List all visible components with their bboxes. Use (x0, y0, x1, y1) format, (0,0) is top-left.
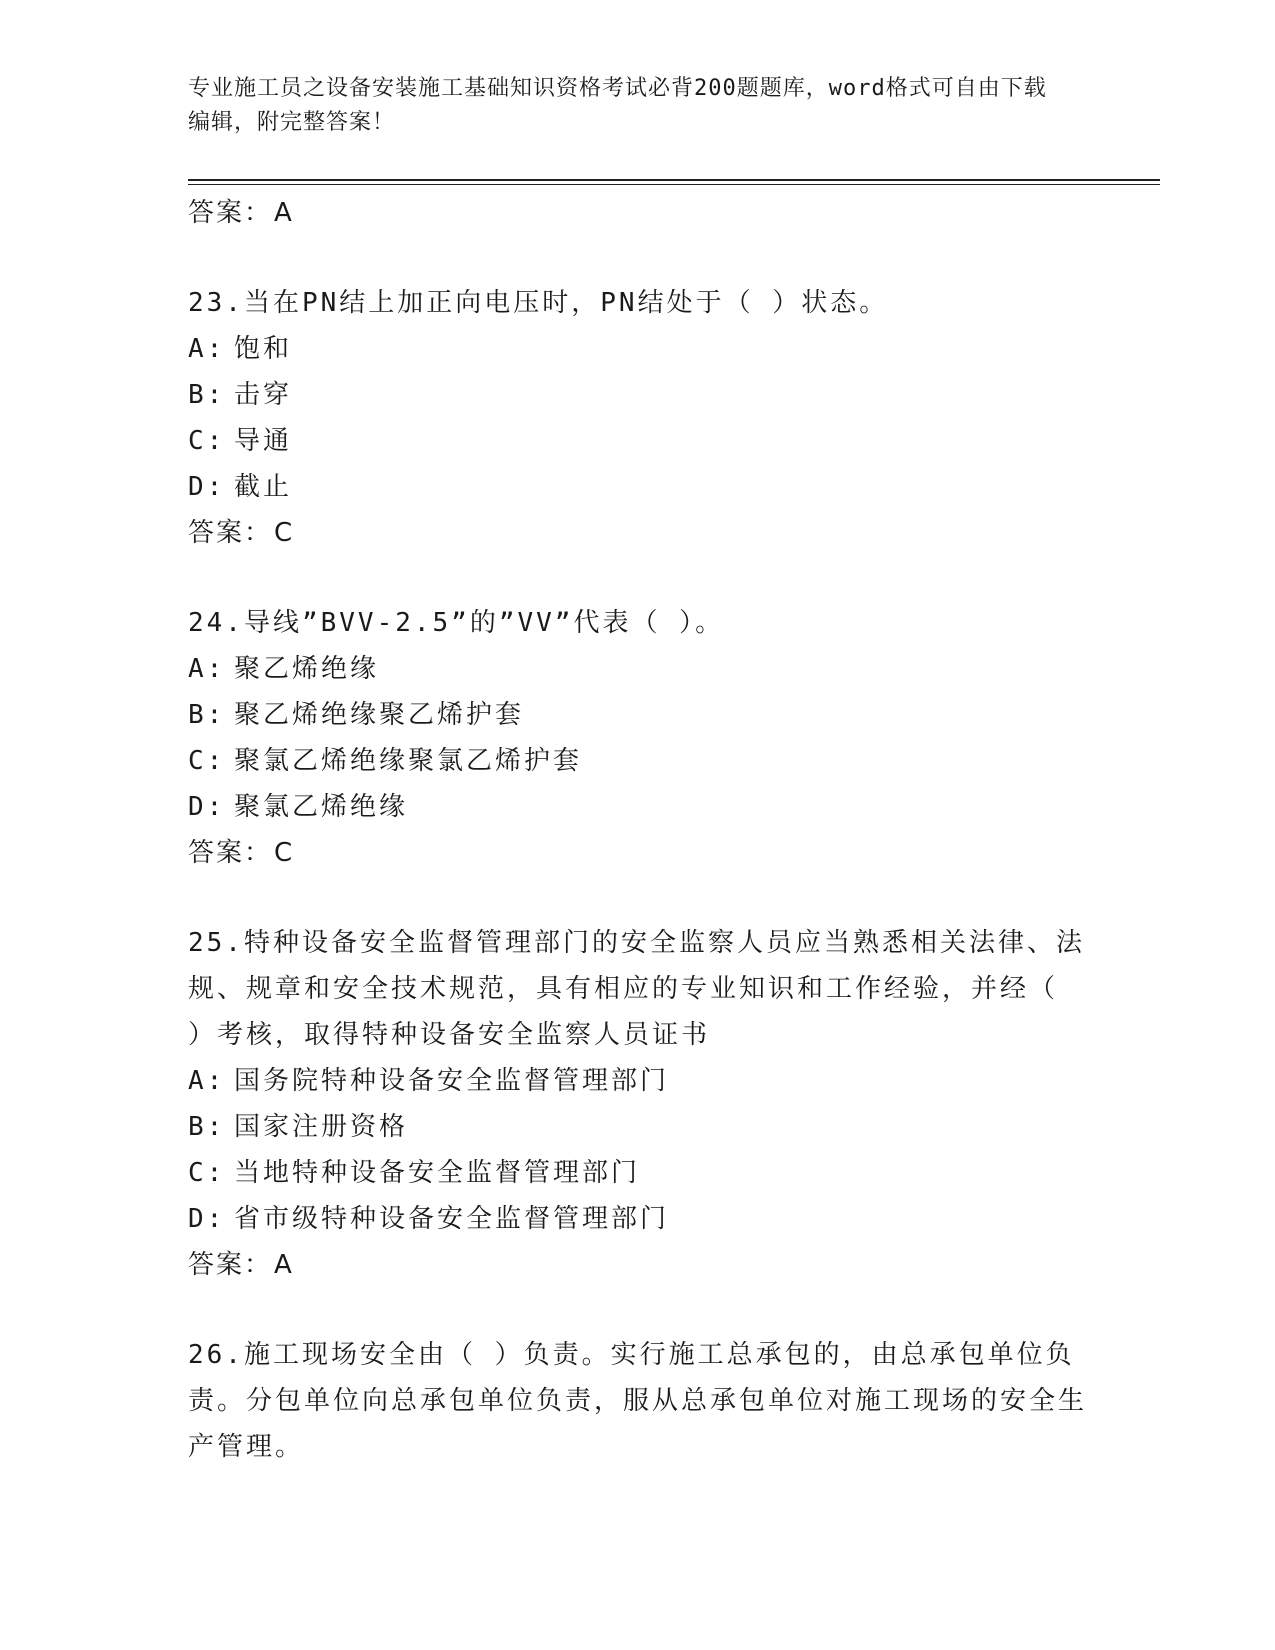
option-letter: D: (188, 1204, 226, 1234)
option-b (188, 372, 1088, 418)
option-letter: A: (188, 654, 226, 684)
option-a (188, 1058, 1088, 1104)
answer-line (188, 190, 1088, 236)
option-c (188, 738, 1088, 784)
option-text: 省市级特种设备安全监督管理部门 (234, 1204, 670, 1234)
option-text: 饱和 (234, 334, 293, 364)
option-text: 截止 (234, 472, 293, 502)
question-block (188, 600, 1088, 876)
question-block (188, 1332, 1088, 1470)
answer-value: A (274, 198, 294, 228)
spacer (188, 556, 1088, 600)
answer-label: 答案： (188, 1250, 273, 1280)
header-divider-thin (188, 184, 1160, 185)
option-d (188, 464, 1088, 510)
option-text: 聚乙烯绝缘聚乙烯护套 (234, 700, 525, 730)
document-header: 专业施工员之设备安装施工基础知识资格考试必背200题题库，word格式可自由下载编辑，附完整答案！ (188, 76, 1047, 135)
answer-label: 答案： (188, 838, 273, 868)
answer-value: C (274, 838, 295, 868)
option-b (188, 1104, 1088, 1150)
option-letter: B: (188, 380, 226, 410)
option-text: 国务院特种设备安全监督管理部门 (234, 1066, 670, 1096)
option-text: 击穿 (234, 380, 293, 410)
option-letter: A: (188, 334, 226, 364)
spacer (188, 236, 1088, 280)
answer-line (188, 1242, 1088, 1288)
option-text: 国家注册资格 (234, 1112, 409, 1142)
option-c (188, 418, 1088, 464)
question-stem: 25.特种设备安全监督管理部门的安全监察人员应当熟悉相关法律、法规、规章和安全技术规范，具有相应的专业知识和工作经验，并经（ ）考核，取得特种设备安全监察人员证书 (188, 928, 1085, 1050)
option-text: 聚乙烯绝缘 (234, 654, 380, 684)
option-text: 当地特种设备安全监督管理部门 (234, 1158, 641, 1188)
option-text: 导通 (234, 426, 293, 456)
option-text: 聚氯乙烯绝缘 (234, 792, 409, 822)
answer-line (188, 830, 1088, 876)
option-letter: D: (188, 472, 226, 502)
option-letter: B: (188, 1112, 226, 1142)
option-a (188, 646, 1088, 692)
option-d (188, 784, 1088, 830)
answer-label: 答案： (188, 518, 273, 548)
option-text: 聚氯乙烯绝缘聚氯乙烯护套 (234, 746, 583, 776)
answer-value: A (274, 1250, 294, 1280)
question-block (188, 280, 1088, 556)
question-stem: 24.导线”BVV-2.5”的”VV”代表（ ）。 (188, 608, 725, 638)
option-a (188, 326, 1088, 372)
option-letter: A: (188, 1066, 226, 1096)
option-letter: C: (188, 426, 226, 456)
answer-value: C (274, 518, 295, 548)
question-stem: 23.当在PN结上加正向电压时，PN结处于（ ）状态。 (188, 288, 889, 318)
answer-line (188, 510, 1088, 556)
option-d (188, 1196, 1088, 1242)
header-divider (188, 179, 1160, 181)
option-letter: C: (188, 1158, 226, 1188)
option-letter: B: (188, 700, 226, 730)
spacer (188, 876, 1088, 920)
answer-label: 答案： (188, 198, 273, 228)
option-b (188, 692, 1088, 738)
question-stem: 26.施工现场安全由（ ）负责。实行施工总承包的，由总承包单位负责。分包单位向总承包单位负责，服从总承包单位对施工现场的安全生产管理。 (188, 1340, 1088, 1462)
question-block (188, 920, 1088, 1288)
spacer (188, 1288, 1088, 1332)
option-c (188, 1150, 1088, 1196)
option-letter: C: (188, 746, 226, 776)
option-letter: D: (188, 792, 226, 822)
question-list (188, 190, 1088, 1470)
